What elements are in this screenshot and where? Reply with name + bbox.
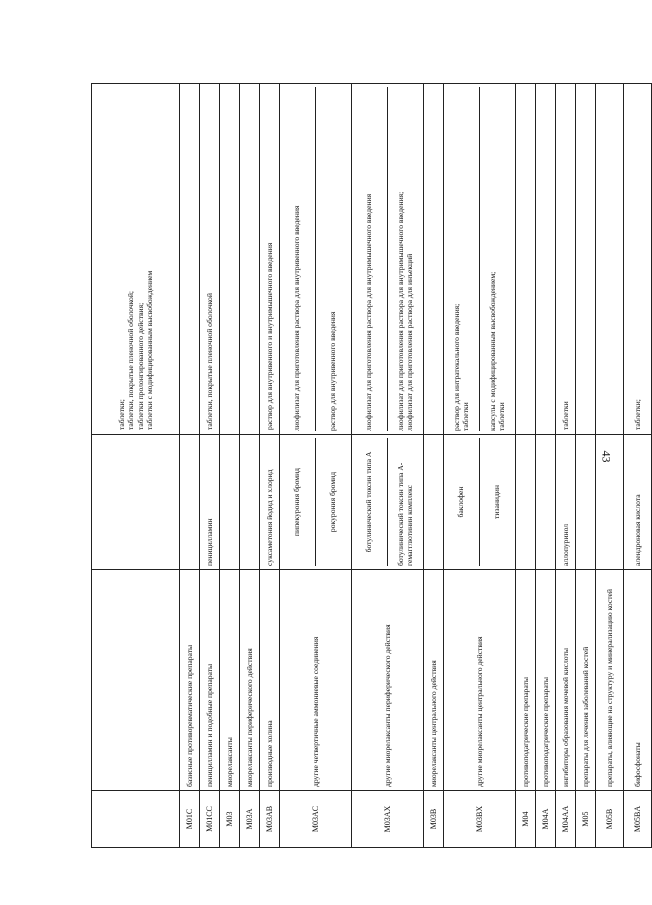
inn-text: пипекурония бромид [292, 467, 302, 537]
dosage-form-cell [576, 84, 596, 435]
atc-code-cell: M05BA [624, 791, 652, 848]
inn-entry [480, 438, 515, 566]
pharmacological-group-cell: ингибиторы образования мочевой кислоты [556, 570, 576, 791]
table-row [556, 84, 576, 848]
atc-code-cell: M03A [240, 791, 260, 848]
pharmacological-group-cell: базисные противоревматические препараты [180, 570, 200, 791]
dosage-form-line: таблетки; [117, 399, 127, 430]
dosage-form-line: лиофилизат для приготовления раствора для внутримышечного введения; [395, 191, 405, 431]
table-row [352, 84, 424, 848]
inn-cell [220, 435, 240, 570]
dosage-form-line: лиофилизат для приготовления раствора для внутривенного введения [292, 205, 302, 431]
atc-code-cell: M04AA [556, 791, 576, 848]
inn-text: баклофен [456, 486, 466, 518]
dosage-form-cell [280, 84, 352, 435]
dosage-form-cell [240, 84, 260, 435]
pharmacological-group-cell: другие миорелаксанты периферического действия [352, 570, 424, 791]
pharmacological-group-cell: пеницилламин и подобные препараты [200, 570, 220, 791]
dosage-form-line: таблетки [560, 401, 570, 430]
table-row [576, 84, 596, 848]
inn-entry [352, 438, 388, 566]
table-row [444, 84, 516, 848]
table-row [424, 84, 444, 848]
table-row [240, 84, 260, 848]
atc-code-cell: M01CC [200, 791, 220, 848]
table-row [260, 84, 280, 848]
dosage-form-entry [280, 87, 316, 431]
pharmacological-group-cell: миорелаксанты периферического действия [240, 570, 260, 791]
table-row [180, 84, 200, 848]
table-row [92, 84, 180, 848]
dosage-form-entry [444, 87, 480, 431]
atc-code-cell: M03B [424, 791, 444, 848]
pharmacological-group-cell: бифосфонаты [624, 570, 652, 791]
atc-code-cell: M04A [536, 791, 556, 848]
atc-code-cell: M03AB [260, 791, 280, 848]
dosage-form-cell [200, 84, 220, 435]
pharmacological-group-cell: препараты, влияющие на структуру и минерализацию костей [596, 570, 624, 791]
dosage-form-line: капсулы с модифицированным высвобождением; [487, 271, 497, 431]
table-row [624, 84, 652, 848]
dosage-form-cell [180, 84, 200, 435]
inn-cell: пеницилламин [200, 435, 220, 570]
dosage-form-line: раствор для интратекального введения; [451, 303, 461, 431]
dosage-form-cell [352, 84, 424, 435]
inn-text: ботулинический токсин типа А [364, 451, 374, 553]
atc-code-cell: M01C [180, 791, 200, 848]
pharmacological-group-cell [92, 570, 180, 791]
dosage-form-line: таблетки, покрытые пленочной оболочкой [204, 293, 214, 430]
dosage-form-cell [220, 84, 240, 435]
table-row [536, 84, 556, 848]
dosage-form-line: таблетки; [632, 399, 642, 430]
inn-cell [180, 435, 200, 570]
dosage-form-cell [444, 84, 516, 435]
inn-cell [596, 435, 624, 570]
dosage-form-line: таблетки с модифицированным высвобождением [144, 270, 154, 430]
dosage-form-cell [516, 84, 536, 435]
table-row [220, 84, 240, 848]
atc-code-cell: M05B [596, 791, 624, 848]
dosage-form-line: лиофилизат для приготовления раствора для внутримышечного введения [364, 193, 374, 431]
atc-code-cell: M04 [516, 791, 536, 848]
inn-cell: аллопуринол [556, 435, 576, 570]
dosage-form-line: лиофилизат для приготовления раствора для инъекций [405, 253, 414, 431]
table-row [280, 84, 352, 848]
table-row [596, 84, 624, 848]
inn-entry [444, 438, 480, 566]
dosage-form-line: таблетки, покрытые пленочной оболочкой; [126, 291, 136, 430]
inn-text: рокурония бромид [328, 471, 338, 533]
drug-table [91, 83, 652, 848]
inn-entry [316, 438, 351, 566]
dosage-form-entry [316, 87, 351, 431]
dosage-form-entry [388, 87, 423, 431]
dosage-form-cell [556, 84, 576, 435]
dosage-form-cell [92, 84, 180, 435]
atc-code-cell: M05 [576, 791, 596, 848]
inn-cell [516, 435, 536, 570]
dosage-form-entry [480, 87, 515, 431]
dosage-form-entry [352, 87, 388, 431]
inn-cell [444, 435, 516, 570]
table-row [516, 84, 536, 848]
atc-code-cell: M03BX [444, 791, 516, 848]
inn-cell [352, 435, 424, 570]
dosage-form-line: таблетки [461, 402, 470, 431]
pharmacological-group-cell: миорелаксанты [220, 570, 240, 791]
inn-cell [424, 435, 444, 570]
inn-cell: суксаметония йодид и хлорид [260, 435, 280, 570]
inn-cell [240, 435, 260, 570]
inn-cell [576, 435, 596, 570]
pharmacological-group-cell: противоподагрические препараты [536, 570, 556, 791]
page-number: 43 [599, 450, 614, 463]
inn-text: тизанидин [492, 485, 502, 519]
atc-code-cell: M03AX [352, 791, 424, 848]
dosage-form-line: таблетки [497, 402, 506, 431]
table-body [92, 84, 652, 848]
dosage-form-cell [424, 84, 444, 435]
inn-text: ботулинический токсин типа А-гемагглютинин комплекс [395, 462, 414, 566]
dosage-form-line: раствор для внутривенного и внутримышечного введения [264, 242, 274, 430]
pharmacological-group-cell: препараты для лечения заболеваний костей [576, 570, 596, 791]
pharmacological-group-cell: противоподагрические препараты [516, 570, 536, 791]
atc-code-cell: M03 [220, 791, 240, 848]
inn-cell [92, 435, 180, 570]
dosage-form-cell [260, 84, 280, 435]
dosage-form-cell [596, 84, 624, 435]
atc-code-cell: M03AC [280, 791, 352, 848]
dosage-form-cell [624, 84, 652, 435]
pharmacological-group-cell: другие миорелаксанты центрального действия [444, 570, 516, 791]
dosage-form-line: таблетки пролонгированного действия; [135, 302, 145, 430]
inn-cell: алендроновая кислота [624, 435, 652, 570]
pharmacological-group-cell: другие четвертичные аммониевые соединения [280, 570, 352, 791]
inn-entry [280, 438, 316, 566]
inn-cell [280, 435, 352, 570]
inn-entry [388, 438, 423, 566]
dosage-form-line: раствор для внутривенного введения [328, 311, 338, 431]
table-row [200, 84, 220, 848]
pharmacological-group-cell: производные холина [260, 570, 280, 791]
atc-code-cell [92, 791, 180, 848]
dosage-form-cell [536, 84, 556, 435]
inn-cell [536, 435, 556, 570]
pharmacological-group-cell: миорелаксанты центрального действия [424, 570, 444, 791]
